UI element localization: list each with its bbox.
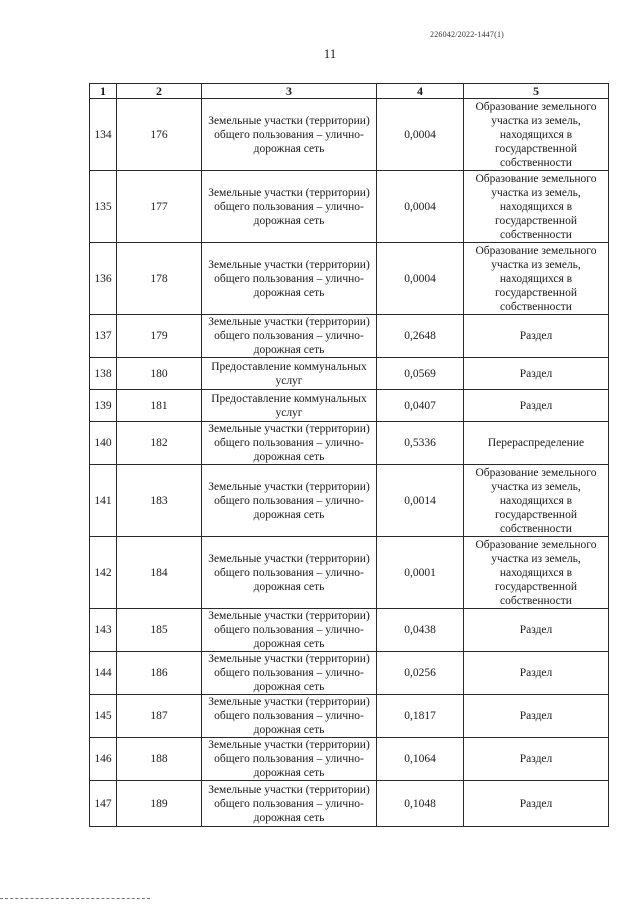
area: 0,0407 [377, 390, 464, 422]
area: 0,0001 [377, 537, 464, 609]
area: 0,0004 [377, 171, 464, 243]
area: 0,1048 [377, 781, 464, 827]
formation-method: Раздел [464, 652, 609, 695]
row-number: 145 [90, 695, 117, 738]
table-row [90, 243, 609, 315]
land-use: Земельные участки (территории) общего пользования – улично-дорожная сеть [202, 243, 377, 315]
land-use: Земельные участки (территории) общего пользования – улично-дорожная сеть [202, 537, 377, 609]
area: 0,0569 [377, 358, 464, 390]
table-row [90, 609, 609, 652]
plot-number: 183 [117, 465, 202, 537]
plot-number: 184 [117, 537, 202, 609]
table-row [90, 358, 609, 390]
table-row [90, 390, 609, 422]
area: 0,0004 [377, 243, 464, 315]
table-row [90, 738, 609, 781]
land-use: Земельные участки (территории) общего пользования – улично-дорожная сеть [202, 171, 377, 243]
area: 0,0014 [377, 465, 464, 537]
formation-method: Образование земельного участка из земель, находящихся в государственной собственности [464, 465, 609, 537]
land-use: Земельные участки (территории) общего пользования – улично-дорожная сеть [202, 695, 377, 738]
formation-method: Образование земельного участка из земель, находящихся в государственной собственности [464, 171, 609, 243]
formation-method: Раздел [464, 738, 609, 781]
table-row [90, 465, 609, 537]
area: 0,5336 [377, 422, 464, 465]
land-use: Земельные участки (территории) общего пользования – улично-дорожная сеть [202, 609, 377, 652]
area: 0,2648 [377, 315, 464, 358]
land-use: Земельные участки (территории) общего пользования – улично-дорожная сеть [202, 781, 377, 827]
row-number: 137 [90, 315, 117, 358]
row-number: 139 [90, 390, 117, 422]
land-use: Земельные участки (территории) общего пользования – улично-дорожная сеть [202, 315, 377, 358]
column-header: 4 [377, 84, 464, 99]
formation-method: Раздел [464, 315, 609, 358]
land-use: Предоставление коммунальных услуг [202, 390, 377, 422]
table-row [90, 781, 609, 827]
area: 0,0438 [377, 609, 464, 652]
formation-method: Образование земельного участка из земель, находящихся в государственной собственности [464, 243, 609, 315]
page-number: 11 [323, 46, 337, 61]
table-row [90, 652, 609, 695]
row-number: 140 [90, 422, 117, 465]
formation-method: Раздел [464, 390, 609, 422]
area: 0,1817 [377, 695, 464, 738]
area: 0,1064 [377, 738, 464, 781]
table-row [90, 99, 609, 171]
row-number: 143 [90, 609, 117, 652]
row-number: 147 [90, 781, 117, 827]
column-header: 5 [464, 84, 609, 99]
row-number: 136 [90, 243, 117, 315]
formation-method: Образование земельного участка из земель, находящихся в государственной собственности [464, 99, 609, 171]
row-number: 141 [90, 465, 117, 537]
table-row [90, 537, 609, 609]
formation-method: Раздел [464, 358, 609, 390]
plot-number: 181 [117, 390, 202, 422]
formation-method: Раздел [464, 609, 609, 652]
plot-number: 182 [117, 422, 202, 465]
table-row [90, 422, 609, 465]
land-use: Предоставление коммунальных услуг [202, 358, 377, 390]
row-number: 142 [90, 537, 117, 609]
scan-edge-line [0, 898, 150, 899]
plot-number: 179 [117, 315, 202, 358]
plot-number: 185 [117, 609, 202, 652]
area: 0,0004 [377, 99, 464, 171]
formation-method: Образование земельного участка из земель, находящихся в государственной собственности [464, 537, 609, 609]
column-header: 2 [117, 84, 202, 99]
column-header: 3 [202, 84, 377, 99]
plot-number: 188 [117, 738, 202, 781]
land-use: Земельные участки (территории) общего пользования – улично-дорожная сеть [202, 422, 377, 465]
formation-method: Раздел [464, 695, 609, 738]
table-row [90, 695, 609, 738]
document-id: 226042/2022-1447(1) [430, 30, 505, 39]
plot-number: 180 [117, 358, 202, 390]
land-use: Земельные участки (территории) общего пользования – улично-дорожная сеть [202, 465, 377, 537]
table-row [90, 315, 609, 358]
formation-method: Раздел [464, 781, 609, 827]
plot-number: 177 [117, 171, 202, 243]
row-number: 146 [90, 738, 117, 781]
row-number: 134 [90, 99, 117, 171]
formation-method: Перераспределение [464, 422, 609, 465]
plot-number: 186 [117, 652, 202, 695]
plot-number: 176 [117, 99, 202, 171]
table-header-row [90, 84, 609, 99]
row-number: 144 [90, 652, 117, 695]
row-number: 135 [90, 171, 117, 243]
land-use: Земельные участки (территории) общего пользования – улично-дорожная сеть [202, 652, 377, 695]
area: 0,0256 [377, 652, 464, 695]
plot-number: 187 [117, 695, 202, 738]
land-use: Земельные участки (территории) общего пользования – улично-дорожная сеть [202, 99, 377, 171]
plot-number: 189 [117, 781, 202, 827]
row-number: 138 [90, 358, 117, 390]
land-use: Земельные участки (территории) общего пользования – улично-дорожная сеть [202, 738, 377, 781]
plot-number: 178 [117, 243, 202, 315]
table-row [90, 171, 609, 243]
land-plots-table [89, 83, 609, 827]
column-header: 1 [90, 84, 117, 99]
